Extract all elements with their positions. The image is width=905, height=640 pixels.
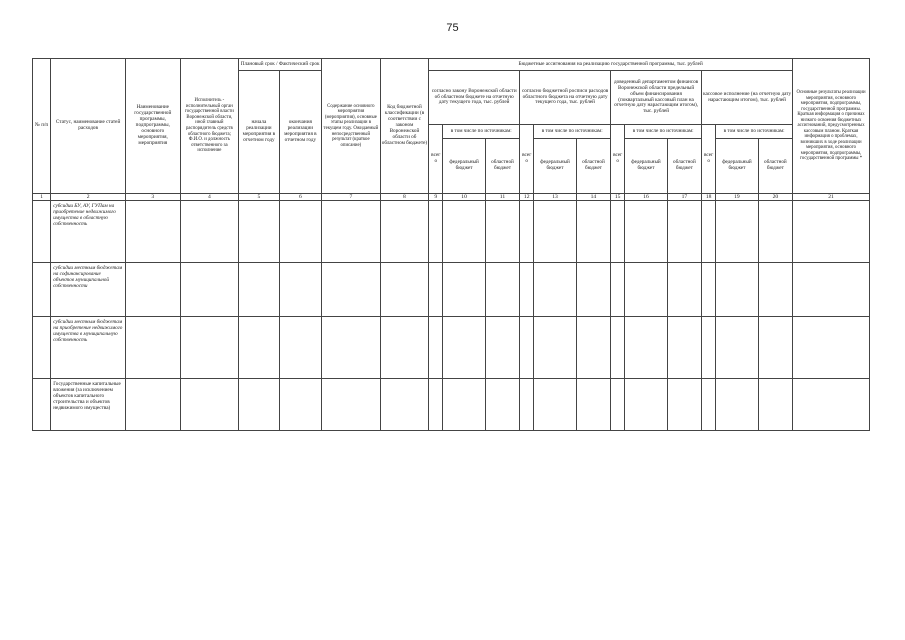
column-number: 3 [125,194,180,201]
header-term-end: окончания реализации мероприятия в отчетном году [279,71,321,194]
column-number: 16 [625,194,667,201]
header-program: Наименование государственной программы, подпрограммы, основного мероприятия, мероприятия [125,59,180,194]
row-name: Государственные капитальные вложения (за исключением объектов капитального строительства и объектов недвижимого имущества) [51,379,126,431]
header-incl-sources: в том числе по источникам: [716,125,793,139]
header-alloc-group: Бюджетные ассигнования на реализацию государственной программы, тыс. рублей [429,59,793,71]
column-number: 5 [239,194,279,201]
header-total: всего [429,125,443,194]
header-executor: Исполнитель - исполнительный орган государственной власти Воронежской области, иной главный распорядитель средств областного бюджета; Ф.И.О. и должность ответственного за исполнение [180,59,239,194]
header-alloc-plan: доведенный департаментом финансов Воронежской области предельный объем финансирования (поквартальный кассовый план на отчетную дату нарастающим итогом), тыс. рублей [611,71,702,125]
table-row [33,263,870,317]
column-number: 15 [611,194,625,201]
column-number: 7 [322,194,381,201]
header-incl-sources: в том числе по источникам: [534,125,611,139]
column-number: 11 [485,194,519,201]
header-incl-sources: в том числе по источникам: [625,125,702,139]
header-total: всего [702,125,716,194]
header-term-group: Плановый срок / Фактический срок [239,59,322,71]
header-regional: областной бюджет [667,139,701,194]
column-number-row [33,194,870,201]
header-alloc-cash: кассовое исполнение (на отчетную дату нарастающим итогом), тыс. рублей [702,71,793,125]
header-federal: федеральный бюджет [443,139,485,194]
column-number: 21 [793,194,870,201]
header-results: Основные результаты реализации мероприятия, основного мероприятия, подпрограммы, государственной программы. Краткая информация о причинах низкого освоения бюджетных ассигнований, предусмотренных кассовым планом. Краткая информация о проблемах, возникших в ходе реализации мероприятия, основного мероприятия, подпрограммы, государственной программы * [793,59,870,194]
column-number: 14 [576,194,610,201]
column-number: 9 [429,194,443,201]
table-row [33,201,870,263]
header-content: Содержание основного мероприятия (мероприятия), основные этапы реализации в текущем году. Ожидаемый непосредственный результат (краткое описание) [322,59,381,194]
report-table [32,58,870,431]
column-number: 6 [279,194,321,201]
header-federal: федеральный бюджет [534,139,576,194]
header-total: всего [520,125,534,194]
header-regional: областной бюджет [576,139,610,194]
header-federal: федеральный бюджет [625,139,667,194]
column-number: 1 [33,194,51,201]
row-name: субсидии местным бюджетам на софинансирование объектов муниципальной собственности [51,263,126,317]
column-number: 12 [520,194,534,201]
header-federal: федеральный бюджет [716,139,758,194]
table-row [33,317,870,379]
row-name: субсидии БУ, АУ, ГУПам на приобретение недвижимого имущества в областную собственность [51,201,126,263]
header-term-start: начала реализации мероприятия в отчетном году [239,71,279,194]
row-name: субсидии местным бюджетам на приобретение недвижимого имущества в муниципальную собственность [51,317,126,379]
header-alloc-list: согласно бюджетной росписи расходов областного бюджета на отчетную дату текущего года, тыс. рублей [520,71,611,125]
column-number: 13 [534,194,576,201]
column-number: 20 [758,194,792,201]
header-status: Статус, наименование статей расходов [51,59,126,194]
column-number: 2 [51,194,126,201]
header-regional: областной бюджет [758,139,792,194]
page-number: 75 [446,22,459,34]
column-number: 8 [380,194,429,201]
header-n: № п/п [33,59,51,194]
header-alloc-law: согласно закону Воронежской области об областном бюджете на отчетную дату текущего года, тыс. рублей [429,71,520,125]
column-number: 17 [667,194,701,201]
header-incl-sources: в том числе по источникам: [443,125,520,139]
column-number: 4 [180,194,239,201]
column-number: 10 [443,194,485,201]
table-row [33,379,870,431]
column-number: 19 [716,194,758,201]
header-budget-code: Код бюджетной классификации (в соответствии с законом Воронежской области об областном бюджете) [380,59,429,194]
header-total: всего [611,125,625,194]
header-regional: областной бюджет [485,139,519,194]
column-number: 18 [702,194,716,201]
